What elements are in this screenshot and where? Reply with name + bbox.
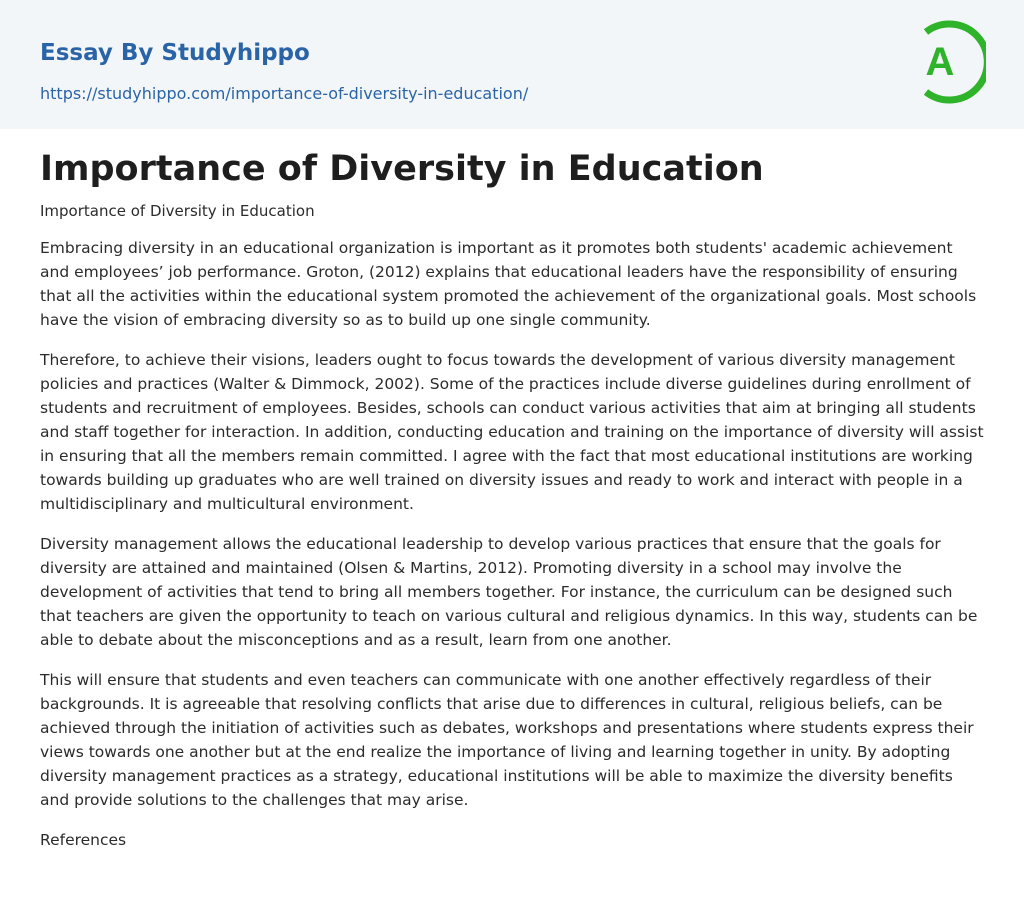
article-url-link[interactable]: https://studyhippo.com/importance-of-diversity-in-education/ bbox=[40, 84, 529, 103]
references-heading: References bbox=[40, 831, 127, 849]
brand-title[interactable]: Essay By Studyhippo bbox=[40, 40, 310, 66]
site-header bbox=[0, 0, 1024, 129]
studyhippo-logo-icon[interactable] bbox=[910, 19, 986, 105]
page-title: Importance of Diversity in Education bbox=[40, 149, 764, 189]
logo-letter: A bbox=[925, 40, 955, 84]
article-body bbox=[0, 129, 1024, 852]
paragraph-3: Diversity management allows the educational leadership to develop various practices that ensure that the goals for diversity are attained and maintained (Olsen & Martins, 2012). Promoting diversity in a school may involve the development of activities that tend to bring all members together. For instance, the curriculum can be designed such that teachers are given the opportunity to teach on various cultural and religious dynamics. In this way, students can be able to debate about the misconceptions and as a result, learn from one another. bbox=[40, 535, 978, 649]
paragraph-2: Therefore, to achieve their visions, leaders ought to focus towards the development of various diversity management policies and practices (Walter & Dimmock, 2002). Some of the practices include diverse guidelines during enrollment of students and recruitment of employees. Besides, schools can conduct various activities that aim at bringing all students and staff together for interaction. In addition, conducting education and training on the importance of diversity will assist in ensuring that all the members remain committed. I agree with the fact that most educational institutions are working towards building up graduates who are well trained on diversity issues and ready to work and interact with people in a multidisciplinary and multicultural environment. bbox=[40, 351, 984, 513]
article-subtitle: Importance of Diversity in Education bbox=[40, 202, 315, 220]
paragraph-4: This will ensure that students and even teachers can communicate with one another effectively regardless of their backgrounds. It is agreeable that resolving conflicts that arise due to differences in cultural, religious beliefs, can be achieved through the initiation of activities such as debates, workshops and presentations where students express their views towards one another but at the end realize the importance of living and learning together in unity. By adopting diversity management practices as a strategy, educational institutions will be able to maximize the diversity benefits and provide solutions to the challenges that may arise. bbox=[40, 671, 974, 809]
paragraph-1: Embracing diversity in an educational organization is important as it promotes both students' academic achievement and employees’ job performance. Groton, (2012) explains that educational leaders have the responsibility of ensuring that all the activities within the educational system promoted the achievement of the organizational goals. Most schools have the vision of embracing diversity so as to build up one single community. bbox=[40, 239, 977, 329]
